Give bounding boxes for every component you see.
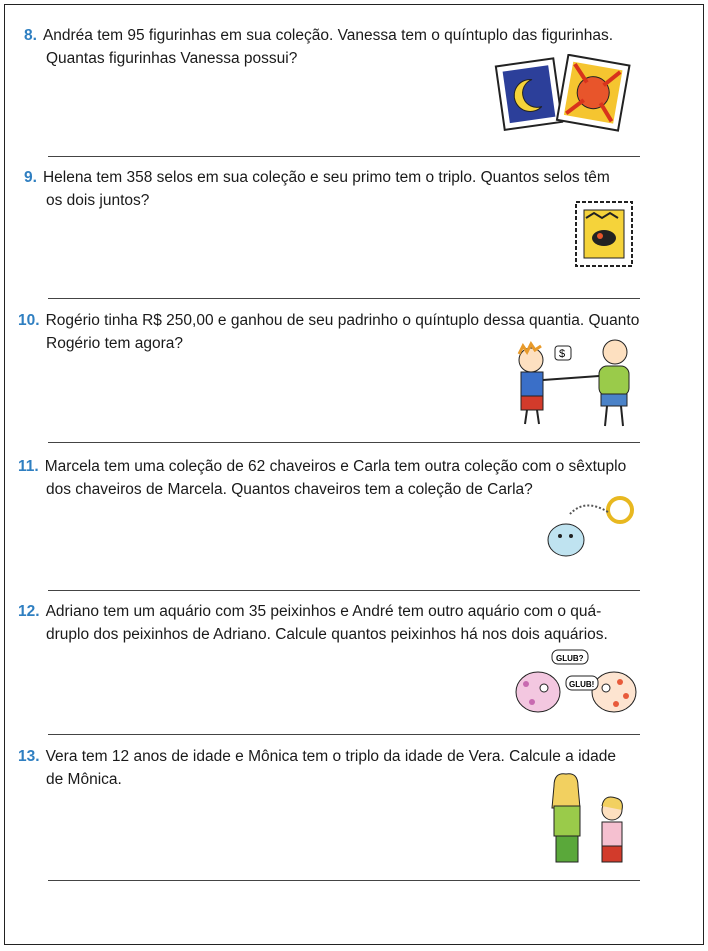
question-text: Helena tem 358 selos em sua coleção e seu primo tem o triplo. Quantos selos têm (42, 169, 610, 186)
money-tag: $ (559, 348, 566, 360)
speech-bubble-1: GLUB? (556, 654, 584, 663)
question-number: 13. (18, 748, 40, 765)
stamp-illustration (572, 198, 636, 270)
vera-and-monica-illustration (544, 772, 644, 868)
question-number: 8. (24, 27, 37, 44)
question-number: 10. (18, 312, 40, 329)
answer-line (48, 734, 640, 735)
keychain-illustration (540, 490, 640, 562)
question-text-cont: druplo dos peixinhos de Adriano. Calcule quantos peixinhos há nos dois aquários. (46, 626, 608, 643)
speech-bubble-2: GLUB! (569, 680, 595, 689)
question-text-cont: os dois juntos? (46, 192, 150, 209)
answer-line (48, 156, 640, 157)
question-text-cont: dos chaveiros de Marcela. Quantos chaveiros tem a coleção de Carla? (46, 481, 533, 498)
question-12 (18, 600, 648, 646)
answer-line (48, 590, 640, 591)
answer-line (48, 298, 640, 299)
stickers-illustration (490, 54, 640, 136)
question-number: 11. (18, 458, 39, 475)
question-number: 12. (18, 603, 40, 620)
question-9 (18, 166, 648, 212)
question-text: Rogério tinha R$ 250,00 e ganhou de seu padrinho o quíntuplo dessa quantia. Quanto (45, 312, 640, 329)
boy-and-godfather-illustration (505, 332, 640, 430)
answer-line (48, 442, 640, 443)
question-text: Vera tem 12 anos de idade e Mônica tem o triplo da idade de Vera. Calcule a idade (45, 748, 616, 765)
question-number: 9. (24, 169, 37, 186)
question-text: Adriano tem um aquário com 35 peixinhos e André tem outro aquário com o quá- (45, 603, 602, 620)
question-text-cont: Quantas figurinhas Vanessa possui? (46, 50, 298, 67)
question-text: Marcela tem uma coleção de 62 chaveiros e Carla tem outra coleção com o sêxtuplo (44, 458, 627, 475)
question-text: Andréa tem 95 figurinhas em sua coleção. Vanessa tem o quíntuplo das figurinhas. (42, 27, 614, 44)
question-text-cont: Rogério tem agora? (46, 335, 183, 352)
question-text-cont: de Mônica. (46, 771, 122, 788)
answer-line (48, 880, 640, 881)
fish-illustration (508, 648, 640, 718)
